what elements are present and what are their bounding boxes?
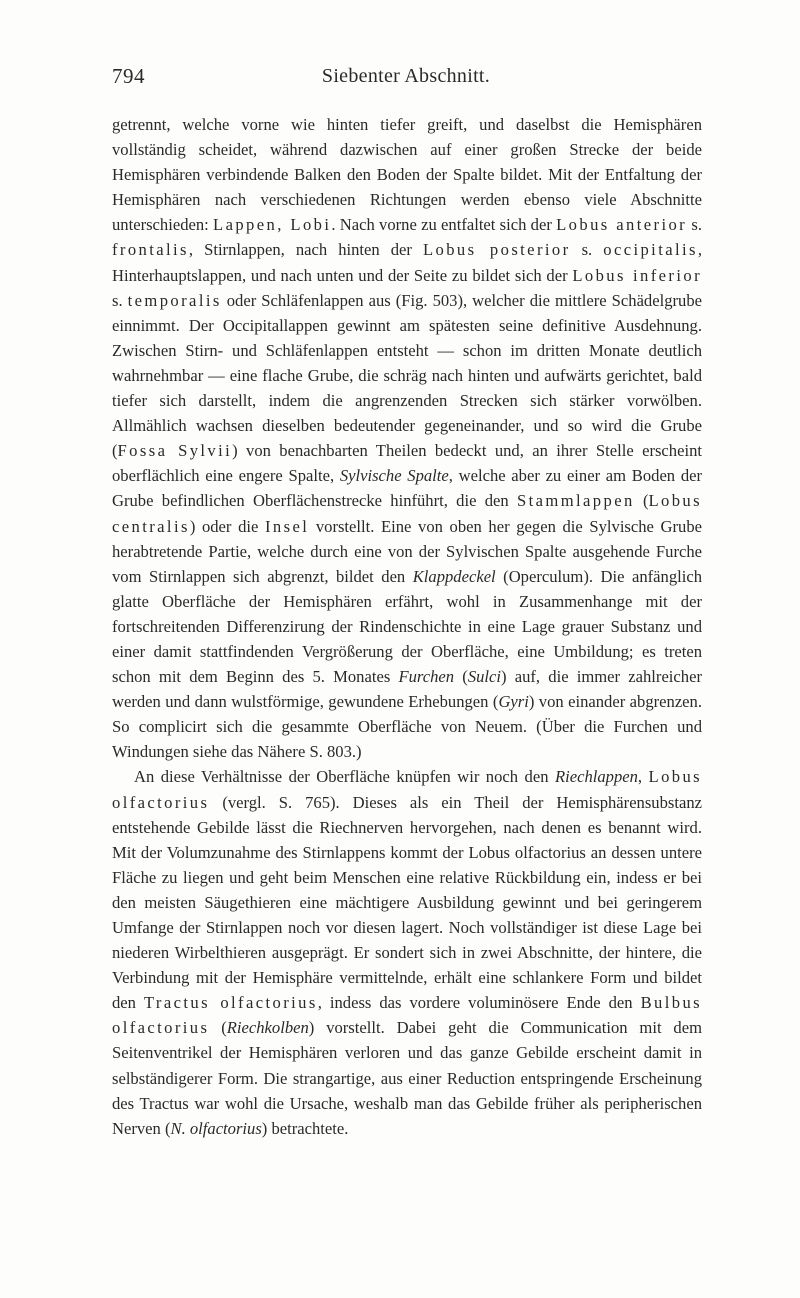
body-text bbox=[112, 112, 702, 1141]
text-run: ( bbox=[209, 1018, 227, 1038]
spaced-term: Lobus inferior bbox=[572, 265, 702, 285]
italic-term: Sulci bbox=[467, 667, 502, 687]
text-run: ) betrachtete. bbox=[261, 1118, 349, 1138]
text-run: ) von benachbarten Theilen bedeckt und, an ihrer Stelle erscheint oberflächlich eine engere Spalte, bbox=[112, 441, 702, 486]
text-run: , bbox=[637, 767, 649, 787]
text-run: ( bbox=[454, 667, 468, 687]
text-run: , indess das vordere voluminösere Ende den bbox=[317, 993, 641, 1013]
text-run: , Hinterhauptslappen, und nach unten und der Seite zu bildet sich der bbox=[112, 240, 703, 285]
italic-term: N. olfactorius bbox=[170, 1118, 262, 1138]
text-run: getrennt, welche vorne wie hinten tiefer greift, und daselbst die Hemisphären vollständig scheidet, während dazwischen auf einer großen Strecke der beide Hemisphären verbindende Balken den Boden der Spalte bildet. Mit der Entfaltung der Hemisphären nach verschiedenen Richtungen werden ebenso viele Abschnitte unterschieden: bbox=[112, 115, 702, 235]
italic-term: Gyri bbox=[498, 692, 529, 712]
spaced-term: frontalis bbox=[112, 240, 189, 260]
paragraph bbox=[112, 764, 702, 1140]
running-head bbox=[112, 64, 700, 94]
italic-term: Riechlappen bbox=[554, 767, 638, 787]
page-number: 794 bbox=[112, 64, 145, 88]
spaced-term: Bulbus olfactorius bbox=[112, 993, 703, 1038]
spaced-term: Lappen, Lobi bbox=[213, 215, 332, 235]
text-run: ) auf, die immer zahlreicher werden und dann wulstförmige, gewundene Erhebungen ( bbox=[112, 667, 702, 712]
italic-term: Furchen bbox=[398, 667, 455, 687]
text-run: . Nach vorne zu entfaltet sich der bbox=[331, 215, 557, 235]
text-run: vorstellt. Eine von oben her gegen die Sylvische Grube herabtretende Partie, welche durch eine von der Sylvischen Spalte ausgehende Furche vom Stirnlappen sich abgrenzt, bildet den bbox=[112, 516, 702, 586]
spaced-term: Fossa Sylvii bbox=[117, 441, 233, 461]
spaced-term: Insel bbox=[264, 516, 310, 536]
text-run: (Operculum). Die anfänglich glatte Oberfläche der Hemisphären erfährt, wohl in Zusammenhange mit der fortschreitenden Differenzirung der Rindenschichte in eine Lage grauer Substanz und einer damit stattfindenden Vergrößerung der Oberfläche, eine Umbildung; es treten schon mit dem Beginn des 5. Monates bbox=[112, 566, 702, 687]
text-run: ) oder die bbox=[189, 516, 265, 536]
text-run: s. bbox=[687, 215, 702, 235]
spaced-term: Lobus centralis bbox=[112, 491, 702, 536]
text-run: An diese Verhältnisse der Oberfläche knüpfen wir noch den bbox=[134, 767, 555, 787]
text-run: (vergl. S. 765). Dieses als ein Theil der Hemisphärensubstanz entstehende Gebilde lässt die Riechnerven hervorgehen, nach denen es benannt wird. Mit der Volumzunahme des Stirnlappens kommt der Lobus olfactorius an dessen untere Fläche zu liegen und geht beim Menschen eine relative Rückbildung ein, indess er bei den meisten Säugethieren eine mächtigere Ausbildung gewinnt und bei geringerem Umfange der Stirnlappen noch vor diesen lagert. Noch vollständiger ist diese Lage bei niederen Wirbelthieren ausgeprägt. Er sondert sich in zwei Abschnitte, der hintere, die Verbindung mit der Hemisphäre vermittelnde, erhält eine schlankere Form und bildet den bbox=[112, 792, 702, 1013]
text-run: ) vorstellt. Dabei geht die Communication mit dem Seitenventrikel der Hemisphären verloren und das ganze Gebilde erscheint damit in selbständigerer Form. Die strangartige, aus einer Reduction entspringende Erscheinung des Tractus war wohl die Ursache, weshalb man das Gebilde früher als peripherischen Nerven ( bbox=[112, 1018, 702, 1138]
page-header: Siebenter Abschnitt. bbox=[321, 65, 491, 87]
text-run: ) von einander abgrenzen. So complicirt sich die gesammte Oberfläche von Neuem. (Über die Furchen und Windungen siehe das Nähere S. 803.) bbox=[112, 692, 702, 762]
spaced-term: occipitalis bbox=[603, 240, 698, 260]
spaced-term: Lobus posterior bbox=[422, 240, 571, 260]
text-run: ( bbox=[634, 491, 649, 511]
paragraph bbox=[112, 112, 702, 764]
italic-term: Riechkolben bbox=[226, 1018, 309, 1038]
italic-term: Sylvische Spalte bbox=[339, 466, 449, 486]
spaced-term: temporalis bbox=[127, 290, 222, 310]
spaced-term: Lobus olfactorius bbox=[112, 767, 703, 812]
text-run: s. bbox=[570, 240, 604, 260]
text-run: , welche aber zu einer am Boden der Grube befindlichen Oberflächenstrecke hinführt, die den bbox=[112, 466, 703, 511]
text-run: s. bbox=[112, 290, 128, 310]
spaced-term: Stammlappen bbox=[517, 491, 635, 511]
text-run: oder Schläfenlappen aus (Fig. 503), welcher die mittlere Schädelgrube einnimmt. Der Occipitallappen gewinnt am spätesten seine definitive Ausdehnung. Zwischen Stirn- und Schläfenlappen entsteht — schon im dritten Monate deutlich wahrnehmbar — eine flache Grube, die schräg nach hinten und aufwärts gerichtet, bald tiefer sich darstellt, indem die angrenzenden Strecken sich stärker vorwölben. Allmählich wachsen dieselben bedeutender gegeneinander, und so wird die Grube ( bbox=[112, 290, 702, 461]
spaced-term: Lobus anterior bbox=[556, 215, 688, 235]
italic-term: Klappdeckel bbox=[412, 566, 496, 586]
spaced-term: Tractus olfactorius bbox=[143, 993, 318, 1013]
text-run: , Stirnlappen, nach hinten der bbox=[188, 240, 423, 260]
